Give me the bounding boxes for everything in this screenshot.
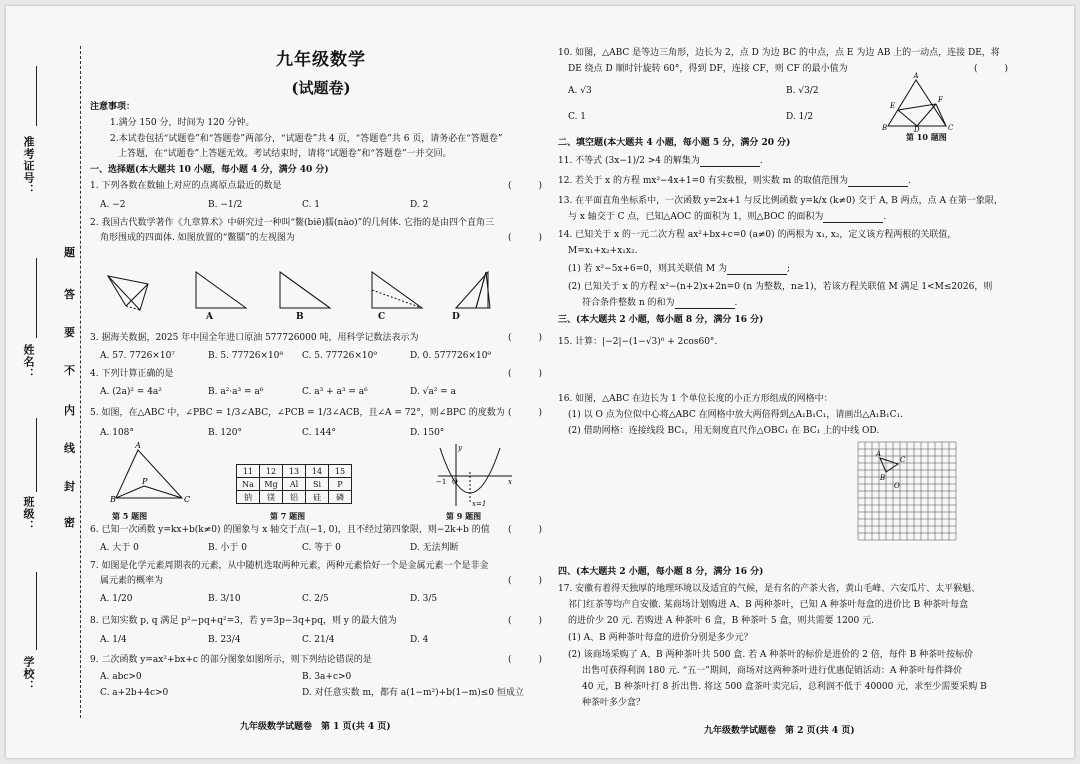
element-number: 14 [306,465,329,478]
q4-option-d: D. √a² = a [410,387,456,397]
question-17a: 17. 安徽有着得天独厚的地理环境以及适宜的气候，是有名的产茶大省，黄山毛峰、六安瓜片、太平猴魁、 [558,584,981,594]
question-17h: 种茶叶多少盒？ [582,698,646,708]
q10-option-b: B. √3/2 [786,86,819,96]
q7-option-c: C. 2/5 [302,594,329,604]
notice-1: 1.满分 150 分，时间为 120 分钟。 [110,118,255,128]
element-symbol: Al [283,478,306,491]
q1-option-a: A. −2 [100,200,126,210]
q10-options-row1 [558,86,1068,100]
question-14c-text: (1) 若 x²−5x+6=0，则其关联值 M 为 [568,264,727,274]
q4-option-b: B. a²·a³ = a⁶ [208,387,264,397]
element-symbol: Na [237,478,260,491]
question-16c: (2) 借助网格：连接线段 BC₁，用无刻度直尺作△OBC₁ 在 BC₁ 上的中线 OD. [568,426,880,436]
q3-option-b: B. 5. 77726×10⁸ [208,351,284,361]
question-14e: 符合条件整数 n 的和为 . [582,298,738,308]
name-line [36,258,37,338]
fig5-caption: 第 5 题图 [112,511,148,521]
q7-option-d: D. 3/5 [410,594,438,604]
question-17e: (2) 该商场采购了 A、B 两种茶叶共 500 盒. 若 A 种茶叶的标价是进价的 2 倍，每件 B 种茶叶按标价 [568,650,974,660]
question-12: 12. 若关于 x 的方程 mx²−4x+1=0 有实数根，则实数 m 的取值范围为 . [558,176,911,186]
notice-2b: 上答题，在“试题卷”上答题无效。考试结束时，请将“试题卷”和“答题卷”一并交回。 [118,149,452,159]
svg-text:x: x [508,478,512,486]
q9-option-c: C. a+2b+4c>0 [100,688,169,698]
seal-char: 题 [64,246,75,259]
question-7b: 属元素的概率为 [100,576,164,586]
question-16b: (1) 以 O 点为位似中心将△ABC 在网格中放大两倍得到△A₁B₁C₁，请画出△A₁B₁C₁. [568,410,904,420]
question-17d: (1) A、B 两种茶叶每盒的进价分别是多少元？ [568,633,753,643]
svg-text:F: F [938,96,943,104]
q5-option-c: C. 144° [302,428,336,438]
paper-title: 九年级数学 [276,50,366,70]
q2-figures [104,268,544,316]
question-5: 5. 如图，在△ABC 中，∠PBC = 1/3∠ABC，∠PCB = 1/3∠ACB，且∠A = 72°，则∠BPC 的度数为 [90,408,505,418]
seal-char: 答 [64,288,75,301]
question-10a: 10. 如图，△ABC 是等边三角形，边长为 2，点 D 为边 BC 的中点，点 E 为边 AB 上的一动点，连接 DE，将 [558,48,1000,58]
svg-text:A: A [135,441,141,450]
q7-options [90,594,552,608]
exam-number-label: 准考证号： [22,136,35,196]
page-2 [558,6,1068,758]
fig10-equilateral-triangle [882,72,962,134]
svg-text:D: D [914,126,920,134]
question-11: 11. 不等式 (3x−1)/2 >4 的解集为 . [558,156,763,166]
question-17b: 祁门红茶等均产自安徽. 某商场计划购进 A、B 两种茶叶，已知 A 种茶叶每盒的进价比 B 种茶叶每盒 [568,600,969,610]
seal-char: 内 [64,404,75,417]
notice-2a: 2.本试卷包括“试题卷”和“答题卷”两部分，“试题卷”共 4 页，“答题卷”共 6 页，请务必在“答题卷” [110,134,503,144]
question-17g: 40 元，B 种茶叶打 8 折出售. 将这 500 盒茶叶卖完后，总利润不低于 40000 元，求至少需要采购 B [582,682,987,692]
q2-label-b: B [296,312,304,322]
fig10-caption: 第 10 题图 [906,132,947,142]
element-symbol: Mg [260,478,283,491]
answer-paren: ( ) [507,233,542,243]
q5-option-d: D. 150° [410,428,445,438]
section-1-heading: 一、选择题(本大题共 10 小题，每小题 4 分，满分 40 分) [90,165,329,175]
question-8: 8. 已知实数 p, q 满足 p²−pq+q²=3，若 y=3p−3q+pq，则 y 的最大值为 [90,616,397,626]
seal-char: 密 [64,516,75,529]
question-14c: (1) 若 x²−5x+6=0，则其关联值 M 为 ; [568,264,791,274]
seal-char: 不 [64,364,75,377]
question-17c: 的进价少 20 元. 若购进 A 种茶叶 6 盒，B 种茶叶 5 盒，则共需要 1200 元. [568,616,874,626]
q6-option-a: A. 大于 0 [100,543,139,553]
question-13a: 13. 在平面直角坐标系中，一次函数 y=2x+1 与反比例函数 y=k/x (k≠0) 交于 A, B 两点，点 A 在第一象限， [558,196,1003,206]
svg-text:A: A [913,72,919,80]
question-11-text: 11. 不等式 (3x−1)/2 >4 的解集为 [558,156,700,166]
question-9: 9. 二次函数 y=ax²+bx+c 的部分图象如图所示，则下列结论错误的是 [90,655,372,665]
svg-text:O: O [894,482,900,490]
question-4: 4. 下列计算正确的是 [90,369,174,379]
q7-option-a: A. 1/20 [100,594,133,604]
element-number: 11 [237,465,260,478]
element-name: 钠 [237,491,260,504]
answer-paren: ( ) [507,181,542,191]
q3-option-d: D. 0. 577726×10⁹ [410,351,492,361]
q9-option-a: A. abc>0 [100,672,142,682]
svg-text:E: E [890,102,896,110]
q6-option-c: C. 等于 0 [302,543,341,553]
element-number: 12 [260,465,283,478]
q2-label-a: A [206,312,213,322]
school-label: 学校： [22,656,35,692]
question-6: 6. 已知一次函数 y=kx+b(k≠0) 的图象与 x 轴交于点(−1, 0)，且不经过第四象限，则−2k+b 的值 [90,525,490,535]
answer-blank[interactable] [727,265,787,275]
q9-option-d: D. 对任意实数 m，都有 a(1−m²)+b(1−m)≤0 恒成立 [302,688,524,698]
element-symbol: P [329,478,352,491]
question-1: 1. 下列各数在数轴上对应的点离原点最近的数是 [90,181,282,191]
element-name: 磷 [329,491,352,504]
answer-paren: ( ) [507,408,542,418]
q10-option-a: A. √3 [568,86,592,96]
q1-option-c: C. 1 [302,200,321,210]
q8-option-d: D. 4 [410,635,429,645]
question-14e-text: 符合条件整数 n 的和为 [582,298,675,308]
q2-label-d: D [452,312,460,322]
element-number: 13 [283,465,306,478]
exam-number-line [36,66,37,126]
question-14b: M=x₁+x₂+x₁x₂. [568,246,638,256]
svg-text:B: B [882,124,888,132]
seal-char: 要 [64,326,75,339]
question-16a: 16. 如图，△ABC 在边长为 1 个单位长度的小正方形组成的网格中： [558,394,833,404]
q2-labels [90,312,552,324]
element-symbol: Si [306,478,329,491]
name-label: 姓名： [22,344,35,380]
question-13b-text: 与 x 轴交于 C 点，已知△AOC 的面积为 1，则△BOC 的面积为 [568,212,824,222]
page-2-footer: 九年级数学试题卷 第 2 页(共 4 页) [704,726,855,736]
answer-blank[interactable] [700,157,760,167]
q3-option-c: C. 5. 77726×10⁹ [302,351,377,361]
answer-paren: ( ) [974,64,1009,74]
svg-text:y: y [458,444,462,452]
fig7-periodic-table [236,464,352,504]
answer-paren: ( ) [507,616,542,626]
question-2b: 角形围成的四面体. 如图放置的“鳖臑”的左视图为 [100,233,295,243]
q6-options [90,543,552,557]
fig7-caption: 第 7 题图 [270,511,306,521]
paper-subtitle: (试题卷) [291,79,351,98]
exam-sheet [6,6,1074,758]
q9-options-row2 [90,688,552,702]
class-label: 班级： [22,496,35,532]
binding-strip [6,6,86,758]
q10-options-row2 [558,112,1068,126]
question-3: 3. 据海关数据，2025 年中国全年进口原油 577726000 吨，用科学记数法表示为 [90,333,419,343]
q4-option-a: A. (2a)² = 4a² [100,387,162,397]
q1-option-d: D. 2 [410,200,429,210]
question-10b: DE 绕点 D 顺时针旋转 60°，得到 DF，连接 CF，则 CF 的最小值为 [568,64,848,74]
question-14a: 14. 已知关于 x 的一元二次方程 ax²+bx+c=0 (a≠0) 的两根为 x₁, x₂，定义该方程两根的关联值， [558,230,957,240]
svg-text:C: C [900,456,906,464]
fig9-caption: 第 9 题图 [446,511,482,521]
element-name: 铝 [283,491,306,504]
answer-blank[interactable] [848,177,908,187]
school-line [36,572,37,650]
answer-paren: ( ) [507,655,542,665]
question-12-text: 12. 若关于 x 的方程 mx²−4x+1=0 有实数根，则实数 m 的取值范围为 [558,176,849,186]
class-line [36,418,37,492]
q16-grid [858,442,968,552]
answer-paren: ( ) [507,576,542,586]
q5-option-b: B. 120° [208,428,243,438]
section-4-heading: 四、(本大题共 2 小题，每小题 8 分，满分 16 分) [558,567,764,577]
q6-option-d: D. 无法判断 [410,543,459,553]
question-7a: 7. 如图是化学元素周期表的元素，从中随机选取两种元素，两种元素恰好一个是金属元素一个是非金 [90,561,489,571]
element-name: 硅 [306,491,329,504]
q6-option-b: B. 小于 0 [208,543,247,553]
question-15: 15. 计算：|−2|−(1−√3)⁰ + 2cos60°. [558,337,718,347]
svg-text:B: B [880,474,886,482]
svg-text:−1: −1 [436,478,447,486]
q9-option-b: B. 3a+c>0 [302,672,352,682]
element-name: 镁 [260,491,283,504]
svg-text:P: P [142,477,148,486]
q3-options [90,351,552,365]
q1-options [90,200,552,214]
seal-char: 封 [64,480,75,493]
q2-label-c: C [378,312,386,322]
question-2a: 2. 我国古代数学著作《九章算术》中研究过一种叫“鳖(biē)臑(nào)”的几何体. 它指的是由四个直角三 [90,218,494,228]
element-number: 15 [329,465,352,478]
svg-text:A: A [876,450,882,458]
answer-blank[interactable] [823,213,883,223]
q8-options [90,635,552,649]
section-2-heading: 二、填空题(本大题共 4 小题，每小题 5 分，满分 20 分) [558,138,791,148]
q4-option-c: C. a³ + a³ = a⁶ [302,387,368,397]
q4-options [90,387,552,401]
section-3-heading: 三、(本大题共 2 小题，每小题 8 分，满分 16 分) [558,315,764,325]
fig5-triangle [110,441,191,504]
q10-option-c: C. 1 [568,112,587,122]
svg-text:B: B [110,495,116,504]
q8-option-a: A. 1/4 [100,635,127,645]
question-14d: (2) 已知关于 x 的方程 x²−(n+2)x+2n=0 (n 为整数，n≥1)，若该方程关联值 M 满足 1<M≤2026，则 [568,282,993,292]
q8-option-c: C. 21/4 [302,635,335,645]
question-13b: 与 x 轴交于 C 点，已知△AOC 的面积为 1，则△BOC 的面积为 . [568,212,887,222]
q10-option-d: D. 1/2 [786,112,814,122]
answer-blank[interactable] [675,299,735,309]
q9-options-row1 [90,672,552,686]
q5-option-a: A. 108° [100,428,134,438]
answer-paren: ( ) [507,333,542,343]
notice-heading: 注意事项： [90,102,136,112]
svg-text:x=1: x=1 [472,500,487,508]
q1-option-b: B. −1/2 [208,200,243,210]
q3-option-a: A. 57. 7726×10⁷ [100,351,175,361]
page-1-footer: 九年级数学试题卷 第 1 页(共 4 页) [240,722,391,732]
svg-text:C: C [184,495,191,504]
answer-paren: ( ) [507,525,542,535]
q7-option-b: B. 3/10 [208,594,241,604]
binding-dashed-line [80,46,81,718]
page-1 [90,6,552,758]
seal-char: 线 [64,442,75,455]
svg-text:O: O [452,478,458,486]
q5-options [90,428,552,442]
q8-option-b: B. 23/4 [208,635,241,645]
answer-paren: ( ) [507,369,542,379]
fig9-parabola-graph [434,442,514,508]
question-17f: 出售可获得利润 180 元. “五一”期间，商场对这两种茶叶进行优惠促销活动：A 种茶叶每件降价 [582,666,963,676]
svg-text:C: C [948,124,954,132]
